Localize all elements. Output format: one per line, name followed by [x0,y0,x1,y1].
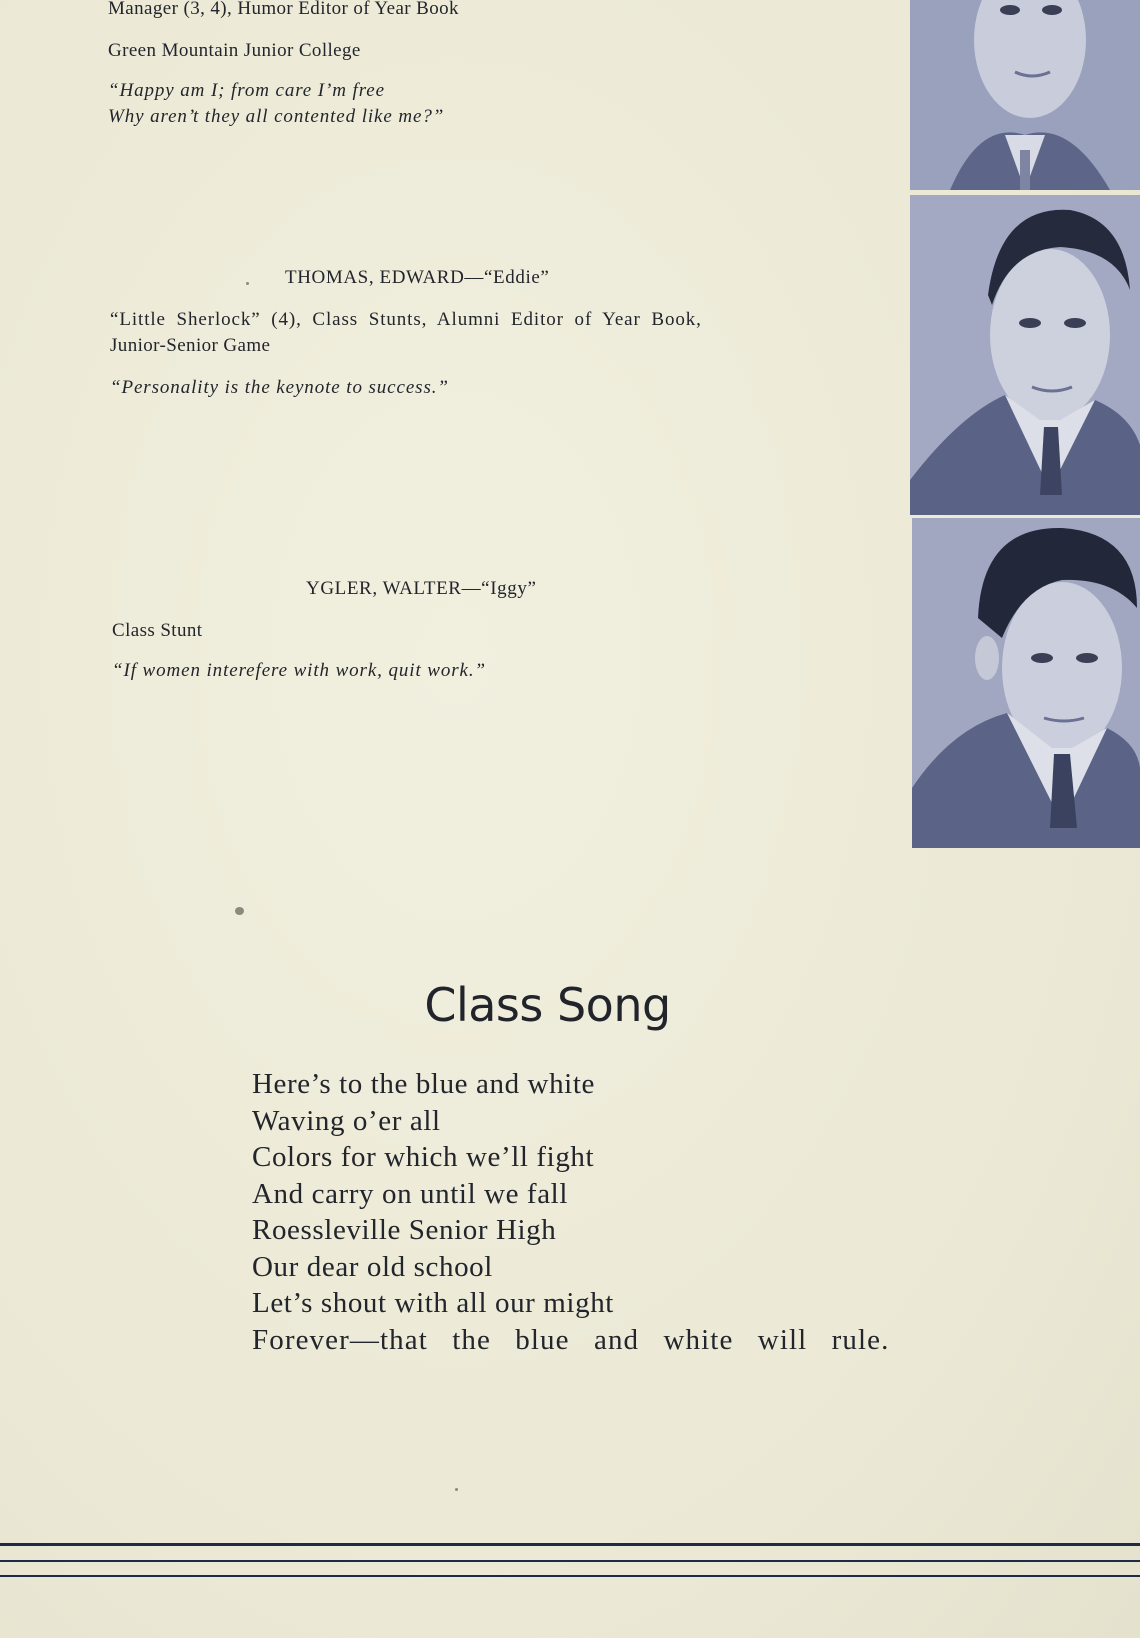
entry-activities-line-1: “Little Sherlock” (4), Class Stunts, Alumni Editor of Year Book, [110,309,702,330]
paper-speck [246,282,249,285]
entry-activities-ygler: Class Stunt [112,620,203,641]
bottom-rule-1 [0,1543,1140,1546]
portrait-photo-1 [910,0,1140,190]
song-line-3: Colors for which we’ll fight [252,1141,595,1173]
entry-name-thomas: THOMAS, EDWARD—“Eddie” [285,267,550,288]
paper-speck [455,1488,458,1491]
class-song-title: Class Song [424,978,671,1032]
portrait-photo-3 [912,518,1140,848]
entry-quote-thomas: “Personality is the keynote to success.” [110,377,449,398]
song-line-6: Our dear old school [252,1250,493,1283]
class-song-lyrics [252,1066,890,1358]
bottom-rule-2 [0,1560,1140,1562]
song-line-5: Roessleville Senior High [252,1214,557,1246]
portrait-photo-2 [910,195,1140,515]
paper-speck [235,907,244,915]
entry-quote-line-2: Why aren’t they all contented like me?” [108,106,445,127]
entry-quote-ygler: “If women interefere with work, quit work.” [112,660,487,681]
entry-activities-line-2: Junior-Senior Game [110,335,271,356]
entry-activities-tail: Manager (3, 4), Humor Editor of Year Book [108,0,459,19]
song-line-8: Forever—that the blue and white will rule. [252,1323,890,1356]
song-line-7: Let’s shout with all our might [252,1287,614,1319]
entry-name-ygler: YGLER, WALTER—“Iggy” [306,578,537,599]
song-line-1: Here’s to the blue and white [252,1068,595,1100]
song-line-2: Waving o’er all [252,1104,441,1137]
entry-college: Green Mountain Junior College [108,40,361,61]
song-line-4: And carry on until we fall [252,1177,568,1210]
entry-quote-line-1: “Happy am I; from care I’m free [108,80,385,101]
bottom-rule-3 [0,1575,1140,1577]
